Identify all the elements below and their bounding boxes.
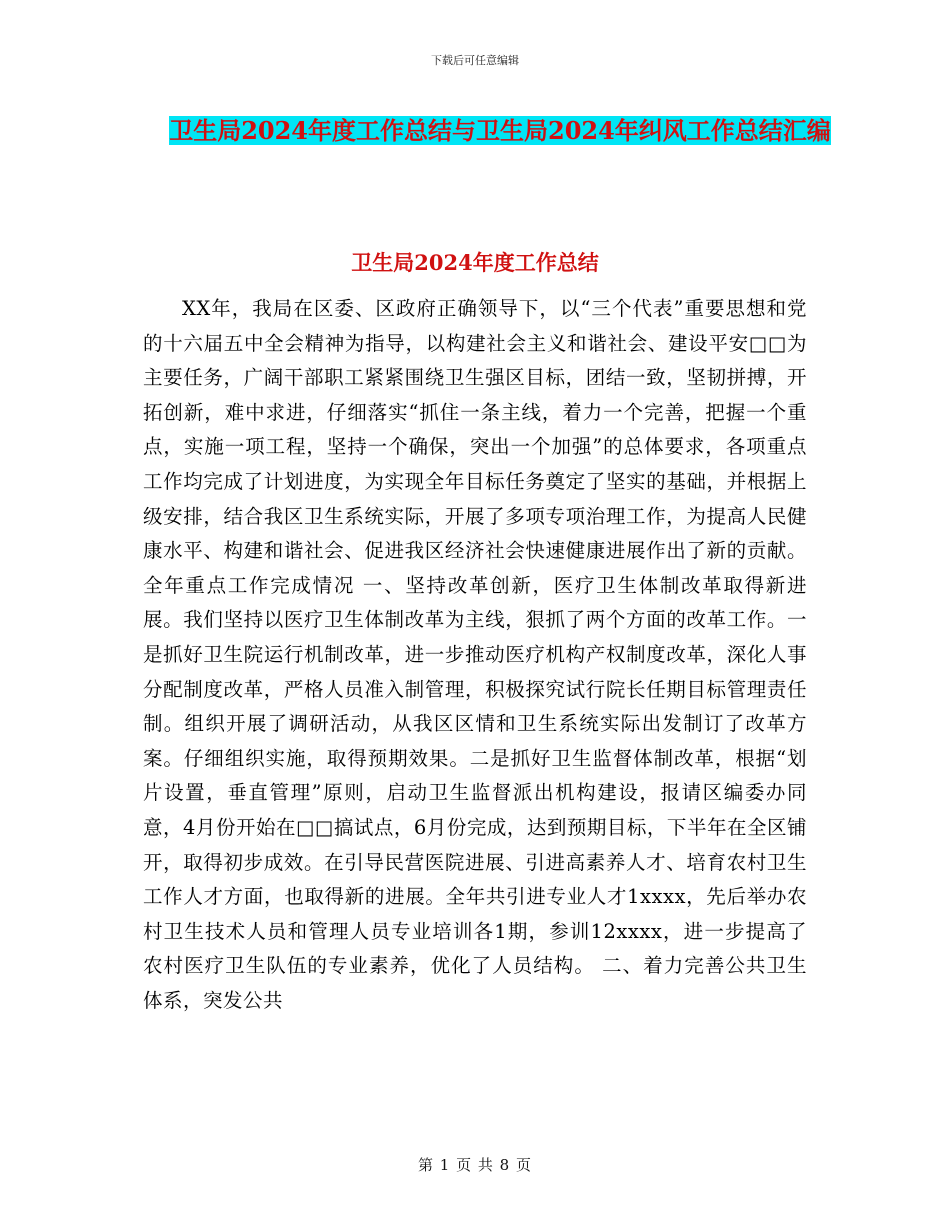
body-paragraph: XX年，我局在区委、区政府正确领导下，以“三个代表”重要思想和党的十六届五中全会精神为指导，以构建社会主义和谐社会、建设平安□□为主要任务，广阔干部职工紧紧围绕卫生强区目标，团结一致，坚韧拼搏，开拓创新，难中求进，仔细落实“抓住一条主线，着力一个完善，把握一个重点，实施一项工程，坚持一个确保，突出一个加强”的总体要求，各项重点工作均完成了计划进度，为实现全年目标任务奠定了坚实的基础，并根据上级安排，结合我区卫生系统实际，开展了多项专项治理工作，为提高人民健康水平、构建和谐社会、促进我区经济社会快速健康进展作出了新的贡献。 全年重点工作完成情况 一、坚持改革创新，医疗卫生体制改革取得新进展。我们坚持以医疗卫生体制改革为主线，狠抓了两个方面的改革工作。一是抓好卫生院运行机制改革，进一步推动医疗机构产权制度改革，深化人事分配制度改革，严格人员准入制管理，积极探究试行院长任期目标管理责任制。组织开展了调研活动，从我区区情和卫生系统实际出发制订了改革方案。仔细组织实施，取得预期效果。二是抓好卫生监督体制改革，根据“划片设置，垂直管理”原则，启动卫生监督派出机构建设，报请区编委办同意，4月份开始在□□搞试点，6月份完成，达到预期目标，下半年在全区铺开，取得初步成效。在引导民营医院进展、引进高素养人才、培育农村卫生工作人才方面，也取得新的进展。全年共引进专业人才1xxxx，先后举办农村卫生技术人员和管理人员专业培训各1期，参训12xxxx，进一步提高了农村医疗卫生队伍的专业素养，优化了人员结构。 二、着力完善公共卫生体系，突发公共 (143, 297, 807, 1012)
document-title-text: 卫生局2024年度工作总结与卫生局2024年纠风工作总结汇编 (169, 116, 831, 145)
page-number-footer: 第 1 页 共 8 页 (418, 1156, 532, 1174)
header-note: 下载后可任意编辑 (431, 54, 519, 67)
document-title (150, 110, 850, 152)
section-title: 卫生局2024年度工作总结 (351, 250, 599, 275)
